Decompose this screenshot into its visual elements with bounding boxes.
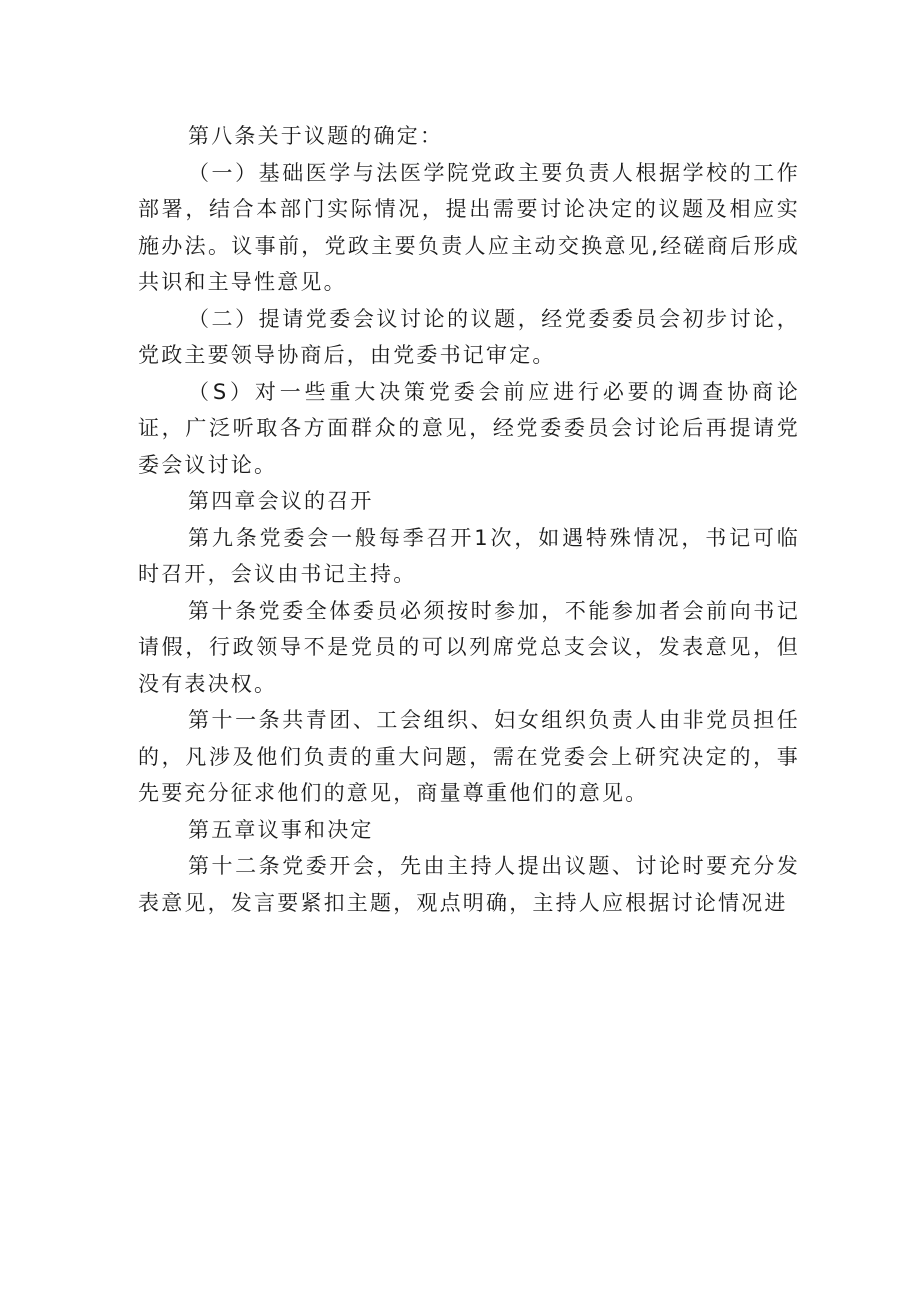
- paragraph-article-11: 第十一条共青团、工会组织、妇女组织负责人由非党员担任的，凡涉及他们负责的重大问题，需在党委会上研究决定的，事先要充分征求他们的意见，商量尊重他们的意见。: [138, 708, 800, 805]
- paragraph-article-8-item-1: （一）基础医学与法医学院党政主要负责人根据学校的工作部署，结合本部门实际情况，提出需要讨论决定的议题及相应实施办法。议事前，党政主要负责人应主动交换意见,经磋商后形成共识和主导性意见。: [138, 160, 800, 294]
- paragraph-article-9: 第九条党委会一般每季召开1次，如遇特殊情况，书记可临时召开，会议由书记主持。: [138, 525, 800, 586]
- paragraph-article-8-item-3: （S）对一些重大决策党委会前应进行必要的调查协商论证，广泛听取各方面群众的意见，经党委委员会讨论后再提请党委会议讨论。: [138, 379, 800, 477]
- paragraph-article-12: 第十二条党委开会，先由主持人提出议题、讨论时要充分发表意见，发言要紧扣主题，观点明确，主持人应根据讨论情况进: [138, 854, 800, 915]
- chapter-4-heading: 第四章会议的召开: [188, 489, 374, 513]
- paragraph-article-8-item-2: （二）提请党委会议讨论的议题，经党委委员会初步讨论，党政主要领导协商后，由党委书记审定。: [138, 306, 800, 367]
- document-body: [138, 118, 800, 921]
- chapter-5-heading: 第五章议事和决定: [188, 817, 374, 842]
- paragraph-article-8-heading: 第八条关于议题的确定：: [188, 124, 444, 148]
- paragraph-article-10: 第十条党委全体委员必须按时参加，不能参加者会前向书记请假，行政领导不是党员的可以列席党总支会议，发表意见，但没有表决权。: [138, 598, 800, 696]
